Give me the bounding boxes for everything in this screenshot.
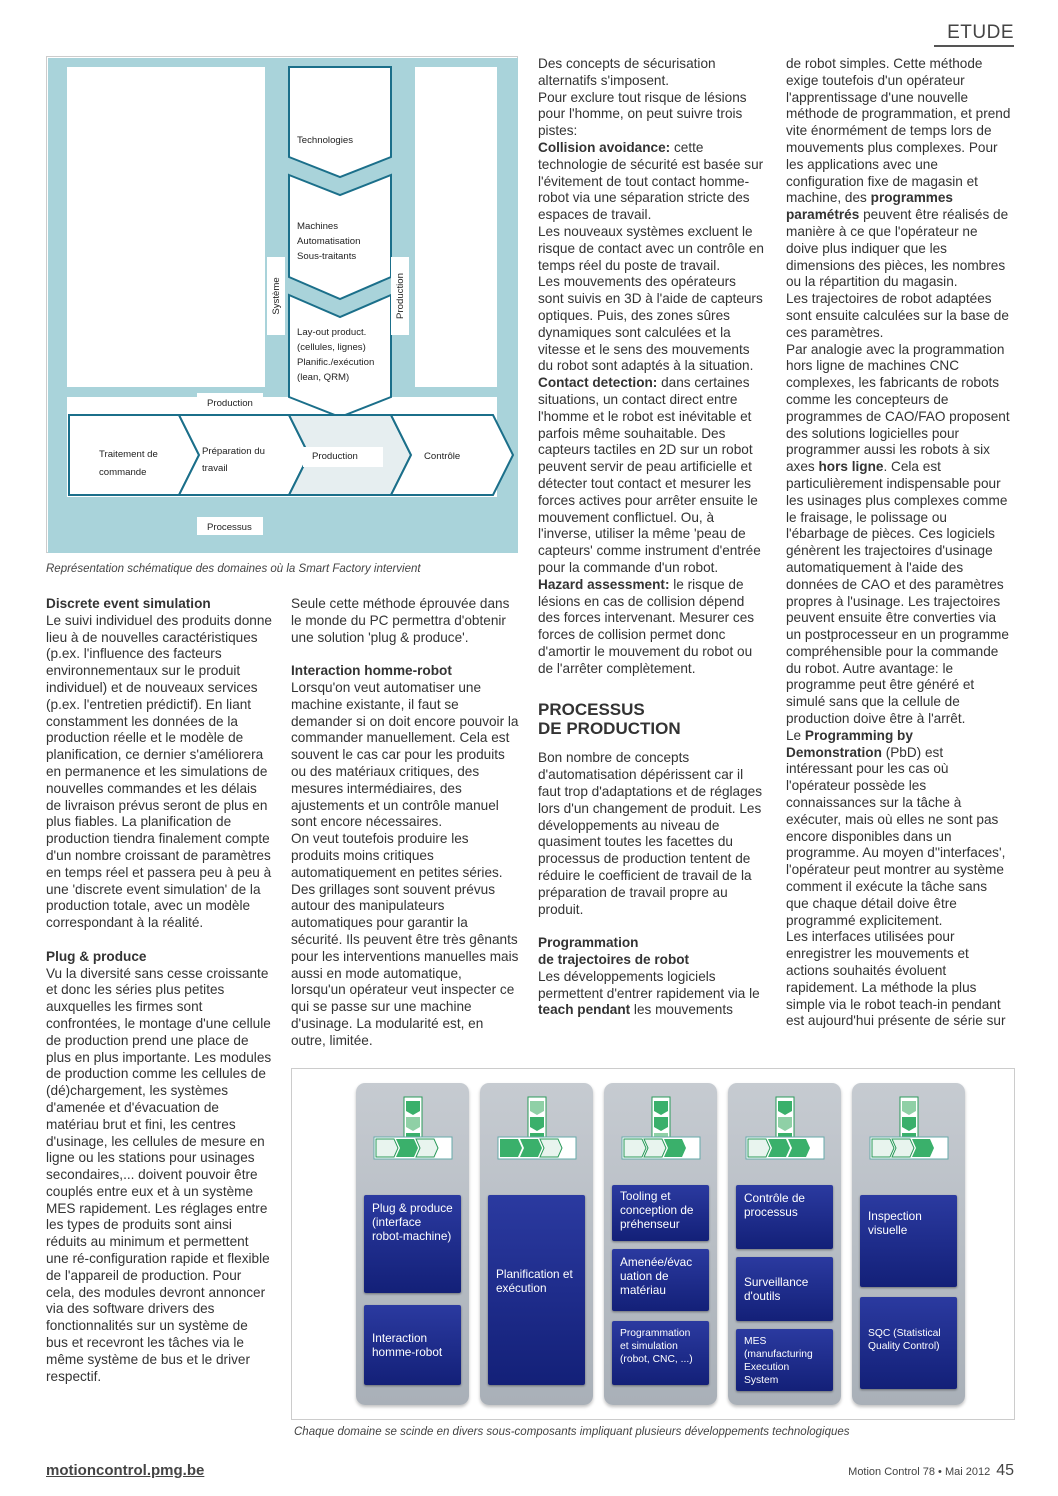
- col3-hazard-text: le risque de lésions en cas de collision dépend des forces intervenant. Mesurer ces forces de collision permet donc d'amortir le mouvement du robot ou de l'arrêter complètement.: [538, 576, 755, 676]
- label-layout-3: Planific./exécution: [297, 357, 375, 368]
- col3-para-hazard: [538, 577, 764, 678]
- col1-heading: Plug & produce: [46, 948, 147, 964]
- col4-para-4: [786, 342, 1012, 728]
- label-machines: Machines: [297, 221, 339, 232]
- col3-para-9: [538, 969, 764, 1019]
- heading-programmation: Programmation: [538, 935, 639, 951]
- term-hors-ligne: hors ligne: [818, 459, 884, 475]
- label-layout-2: (cellules, lignes): [297, 342, 366, 353]
- col4-pbd-lead: Le: [786, 727, 805, 743]
- col4-para-7: Les interfaces utilisées pour enregistrer les mouvements et actions souhaités évoluent rapidement. La méthode la plus simple via le robot teach-in pendant est aujourd'hui présente de série sur: [786, 929, 1006, 1029]
- col3-para-contact: [538, 375, 764, 577]
- col4-para-5-text: . Cela est particulièrement indispensable pour les usinages plus complexes comme le fraisage, le polissage ou l'ébarbage de pièces. Ces logiciels génèrent les trajectoires d'usinage automatiquement à l'aide des données de CAO et des paramètres propres à l'usinage. Les trajectoires peuvent ensuite être converties via un postprocesseur en un programme compréhensible pour la commande du robot. Autre avantage: le programme peut être généré et simulé sans que la cellule de production doive être à l'arrêt.: [786, 459, 1009, 727]
- col4-pbd-text: (PbD) est intéressant pour les cas où l'opérateur possède les connaissances sur la tâche à exécuter, mais où elles ne sont pas encore disponibles dans un programme. Au moyen d''interfaces', l'opérateur peut montrer au système comment il exécute la tâche sans que chaque détail doive être programmé explicitement.: [786, 744, 1006, 928]
- term-programmes-parametres: programmes paramétrés: [786, 190, 953, 223]
- box-interaction-homme-robot: Interaction homme-robot: [364, 1305, 461, 1385]
- heading-trajectoires: de trajectoires de robot: [538, 952, 690, 968]
- col1-paragraph: Le suivi individuel des produits donne lieu à de nouvelles caractéristiques (p.ex. l'influence des facteurs environnementaux sur le produit individuel) et de nouveaux services (p.ex. l'entretien prédictif). En liant constamment les données de la production réelle et le modèle de planification, ce dernier s'améliorera en permanence et les simulations de nouvelles commandes et les délais de livraison prévus seront de plus en plus fiables. La planification de production tiendra finalement compte d'un nombre croissant de paramètres en temps réel et passera peu à peu à une 'discrete event simulation' de la production totale, avec un modèle correspondant à la réalité.: [46, 612, 272, 931]
- label-preparation-2: travail: [202, 463, 228, 474]
- label-layout-1: Lay-out product.: [297, 327, 367, 338]
- box-plug-produce: Plug & produce (interface robot-machine): [364, 1195, 461, 1293]
- col3-para-9-text: Les développements logiciels permettent d'entrer rapidement via le: [538, 968, 760, 1001]
- col2-paragraph: Seule cette méthode éprouvée dans le monde du PC permettra d'obtenir une solution 'plug & produce'.: [291, 596, 510, 645]
- spacer: [46, 932, 272, 949]
- label-systeme: Système: [271, 277, 282, 315]
- mini-diagram-icon: [356, 1091, 469, 1171]
- label-production-top: Production: [207, 398, 253, 409]
- mini-diagram-icon: [480, 1091, 593, 1171]
- box-programmation-simulation: Programmation et simulation (robot, CNC, ...): [612, 1321, 709, 1385]
- smart-factory-diagram-svg: [47, 57, 519, 554]
- panel-1: [356, 1083, 469, 1405]
- footer-issue-text: Motion Control 78 • Mai 2012: [848, 1466, 991, 1478]
- term-collision-avoidance: Collision avoidance:: [538, 139, 671, 155]
- label-layout-4: (lean, QRM): [297, 372, 350, 383]
- col4-para-3: Les trajectoires de robot adaptées sont ensuite calculées sur la base de ces paramètres.: [786, 291, 1009, 340]
- figure1-caption: Représentation schématique des domaines où la Smart Factory intervient: [46, 563, 421, 575]
- box-amenee-evacuation: Amenée/évac uation de matériau: [612, 1249, 709, 1311]
- label-production-mid: Production: [312, 451, 358, 462]
- col4-para-1-text: de robot simples. Cette méthode exige toutefois d'un opérateur l'apprentissage d'une nouvelle méthode de programmation, et prend vite énormément de temps lors de mouvements plus complexes. Pour les applications avec une configuration fixe de magasin et machine, des: [786, 56, 1011, 206]
- label-preparation-1: Préparation du: [202, 446, 265, 457]
- box-planification: Planification et exécution: [488, 1195, 585, 1385]
- col4-para-pbd: [786, 728, 1012, 930]
- mini-diagram-icon: [728, 1091, 841, 1171]
- col4-para-4-text: Par analogie avec la programmation hors ligne de machines CNC complexes, les fabricants de robots comme les concepteurs de programmes de CAO/FAO proposent des solutions logicielles pour programmer aussi les robots à six axes: [786, 341, 1010, 475]
- label-controle: Contrôle: [424, 451, 461, 462]
- figure-smart-factory-diagram: [46, 56, 518, 553]
- footer-website: motioncontrol.pmg.be: [46, 1462, 205, 1479]
- col3-para-5: Les mouvements des opérateurs sont suivis en 3D à l'aide de capteurs optiques. Puis, des zones sûres dynamiques sont calculées et la vitesse et le sens des mouvements du robot sont adaptés à la situation.: [538, 274, 763, 374]
- spacer: [291, 646, 519, 663]
- box-inspection-visuelle: Inspection visuelle: [860, 1195, 957, 1287]
- col2-paragraph: Des grillages sont souvent prévus autour des manipulateurs automatiques pour garantir la sécurité. Ils peuvent être très gênants pour les interventions manuelles mais aussi en mode automatique, lorsqu'un opérateur veut inspecter ce qui se passe sur une machine d'usinage. La modularité est, en outre, limitée.: [291, 881, 519, 1048]
- col3-contact-text: dans certaines situations, un contact direct entre l'homme et le robot est inévitable et parfois même souhaitable. Des capteurs tactiles en 2D sur un robot peuvent servir de peau artificielle et détecter tout contact et mesurer les forces actives pour arrêter ensuite le mouvement conflictuel. Ou, à l'inverse, utiliser la même 'peau de capteurs' comme instrument d'entrée pour la commande d'un robot.: [538, 375, 761, 575]
- mini-diagram-icon: [604, 1091, 717, 1171]
- label-production-vertical: Production: [395, 273, 406, 319]
- col2-paragraph: Lorsqu'on veut automatiser une machine existante, il faut se demander si on doit encore pouvoir la commander manuellement. Cela est souvent le cas car pour les produits ou des matériaux critiques, des mesures intermédiaires, des ajustements et un contrôle manuel sont encore nécessaires.: [291, 679, 519, 830]
- term-programming-by-demonstration: Programming by Demonstration: [786, 727, 913, 760]
- col1-paragraph: Vu la diversité sans cesse croissante et donc les séries plus petites auxquelles les firmes sont confrontées, le montage d'une cellule de production prend une place de plus en plus importante. Les modules de production comme les cellules de (dé)chargement, les systèmes d'amenée et d'évacuation de matériau brut et fini, les centres d'usinage, les cellules de mesure en ligne ou les stations pour usinages secondaires,... doivent pouvoir être couplés entre eux et à un système MES rapidement. Les réglages entre les types de produits sont ainsi réduits au minimum et permettent une ré-configuration rapide et flexible de l'appareil de production. Pour cela, des modules devront annoncer via des software drivers des fonctionnalités sur un système de bus et recevront les tâches via le même système de bus et le driver respectif.: [46, 965, 272, 1384]
- box-controle-processus: Contrôle de processus: [736, 1185, 833, 1249]
- panel-5: [852, 1083, 965, 1405]
- col4-para-2-text: peuvent être réalisés de manière à ce que l'opérateur ne doive plus indiquer que les dimensions des pièces, les nombres ou la répartition du magasin.: [786, 207, 1009, 290]
- label-automatisation: Automatisation: [297, 236, 361, 247]
- col3-para-2: Pour exclure tout risque de lésions pour l'homme, on peut suivre trois pistes:: [538, 89, 747, 139]
- col2-paragraph: On veut toutefois produire les produits moins critiques automatiquement en petites séries.: [291, 831, 503, 880]
- section-rule: [934, 45, 1014, 47]
- col2-heading: Interaction homme-robot: [291, 663, 452, 679]
- col4-para-1: [786, 56, 1012, 291]
- mini-diagram-icon: [852, 1091, 965, 1171]
- col3-collision-text: cette technologie de sécurité est basée sur l'évitement de tout contact homme-robot via une séparation stricte des espaces de travail.: [538, 139, 764, 223]
- label-sous-traitants: Sous-traitants: [297, 251, 357, 262]
- label-traitement-2: commande: [99, 467, 147, 478]
- column-3: [538, 56, 764, 1019]
- figure-domain-components: [291, 1068, 1015, 1420]
- label-traitement-1: Traitement de: [99, 449, 158, 460]
- page-number: 45: [996, 1462, 1014, 1479]
- box-sqc: SQC (Statistical Quality Control): [860, 1297, 957, 1389]
- column-1: [46, 596, 272, 1385]
- figure2-caption: Chaque domaine se scinde en divers sous-composants impliquant plusieurs développements technologiques: [294, 1426, 850, 1438]
- box-surveillance-outils: Surveillance d'outils: [736, 1257, 833, 1321]
- col3-para-1: Des concepts de sécurisation alternatifs s'imposent.: [538, 56, 716, 88]
- box-tooling: Tooling et conception de préhenseur: [612, 1185, 709, 1241]
- heading-de-production: DE PRODUCTION: [538, 719, 681, 739]
- column-4: [786, 56, 1012, 1030]
- col3-para-8: Bon nombre de concepts d'automatisation dépérissent car il faut trop d'adaptations et de réglages lors d'un changement de produit. Les développements au niveau de quasiment toutes les facettes du processus de production tentent de réduire le coefficient de travail de la préparation de travail propre au produit.: [538, 750, 763, 917]
- term-contact-detection: Contact detection:: [538, 375, 658, 391]
- column-2: [291, 596, 519, 1050]
- panel-4: [728, 1083, 841, 1405]
- label-processus: Processus: [207, 522, 252, 533]
- section-tag: ETUDE: [947, 22, 1014, 43]
- footer-issue: [848, 1462, 1014, 1480]
- term-teach-pendant: teach pendant: [538, 1002, 631, 1018]
- box-mes: MES (manufacturing Execution System: [736, 1329, 833, 1391]
- panel-2: [480, 1083, 593, 1405]
- col3-para-10-text: les mouvements: [630, 1002, 733, 1018]
- term-hazard-assessment: Hazard assessment:: [538, 576, 670, 592]
- heading-processus: PROCESSUS: [538, 700, 645, 720]
- col1-heading: Discrete event simulation: [46, 596, 211, 611]
- col3-para-collision: [538, 140, 764, 224]
- col3-para-4: Les nouveaux systèmes excluent le risque de contact avec un contrôle en temps réel du poste de travail.: [538, 223, 764, 273]
- panel-3: [604, 1083, 717, 1405]
- label-technologies: Technologies: [297, 135, 354, 146]
